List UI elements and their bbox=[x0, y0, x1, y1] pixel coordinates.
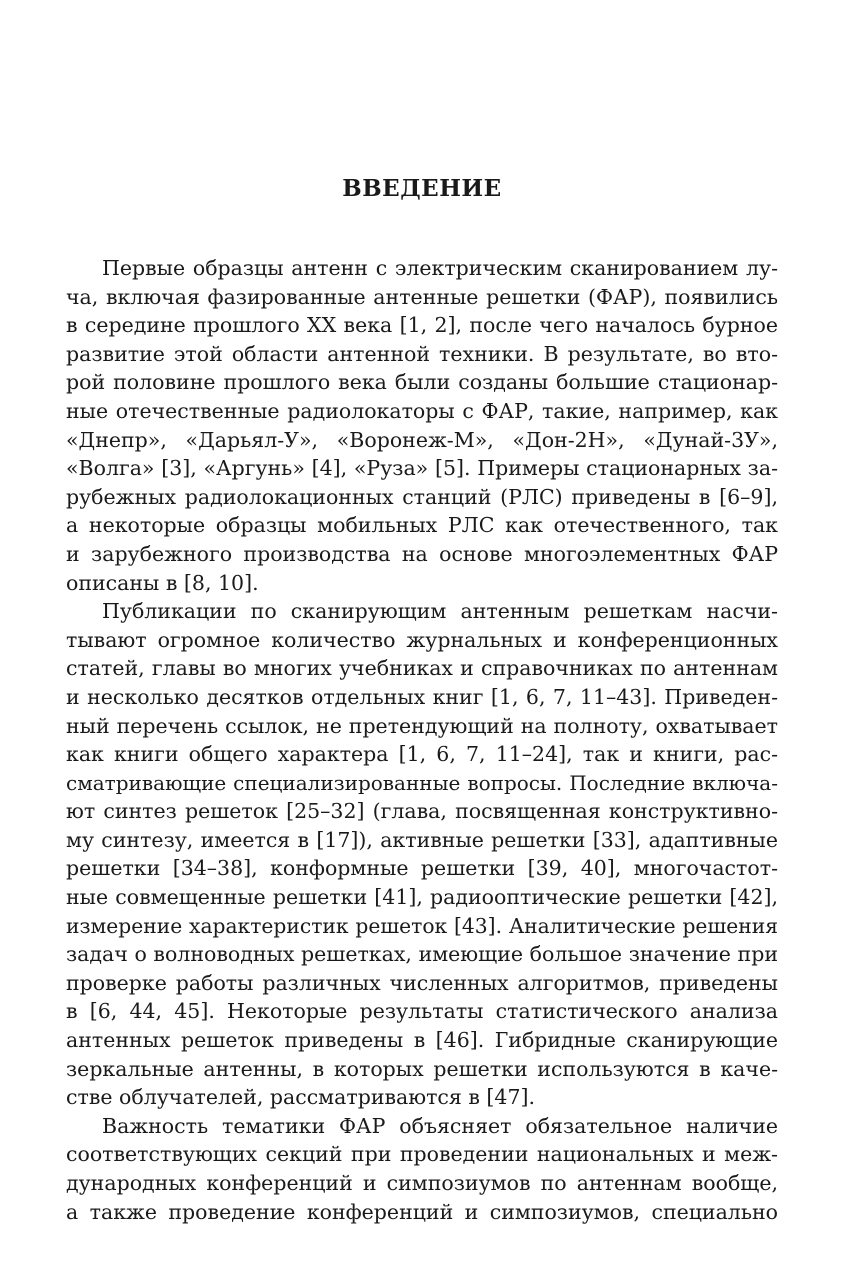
text-line: Первые образцы антенн с электрическим сканированием лу- bbox=[102, 256, 778, 280]
text-line: а также проведение конференций и симпозиумов, специально bbox=[66, 1199, 778, 1224]
text-line: ча, включая фазированные антенные решетки (ФАР), появились bbox=[66, 284, 778, 309]
text-line: антенных решеток приведены в [46]. Гибридные сканирующие bbox=[66, 1028, 778, 1053]
text-line: ные отечественные радиолокаторы с ФАР, такие, например, как bbox=[66, 398, 778, 423]
text-line: в середине прошлого XX века [1, 2], после чего началось бурное bbox=[66, 313, 778, 338]
text-line: Публикации по сканирующим антенным решеткам насчи- bbox=[102, 599, 778, 624]
text-line: как книги общего характера [1, 6, 7, 11–24], так и книги, рас- bbox=[66, 742, 778, 767]
text-line: тывают огромное количество журнальных и конференционных bbox=[66, 627, 778, 652]
text-line: и несколько десятков отдельных книг [1, 6, 7, 11–43]. Приведен- bbox=[66, 684, 778, 709]
text-line: ные совмещенные решетки [41], радиооптические решетки [42], bbox=[66, 885, 778, 910]
text-line: рубежных радиолокационных станций (РЛС) приведены в [6–9], bbox=[66, 484, 778, 509]
text-line: статей, главы во многих учебниках и справочниках по антеннам bbox=[66, 656, 778, 681]
text-line: дународных конференций и симпозиумов по антеннам вообще, bbox=[66, 1171, 778, 1195]
text-line: му синтезу, имеется в [17]), активные решетки [33], адаптивные bbox=[66, 827, 778, 852]
text-line: соответствующих секций при проведении национальных и меж- bbox=[66, 1142, 778, 1167]
text-line: стве облучателей, рассматриваются в [47]. bbox=[66, 1085, 536, 1110]
text-line: и зарубежного производства на основе многоэлементных ФАР bbox=[66, 541, 778, 566]
text-line: зеркальные антенны, в которых решетки используются в каче- bbox=[66, 1056, 778, 1081]
text-line: измерение характеристик решеток [43]. Аналитические решения bbox=[66, 913, 778, 938]
text-line: задач о волноводных решетках, имеющие большое значение при bbox=[66, 942, 778, 967]
text-line: Важность тематики ФАР объясняет обязательное наличие bbox=[102, 1113, 778, 1138]
text-line: «Днепр», «Дарьял-У», «Воронеж-М», «Дон-2Н», «Дунай-3У», bbox=[66, 427, 778, 452]
text-line: «Волга» [3], «Аргунь» [4], «Руза» [5]. Примеры стационарных за- bbox=[66, 456, 778, 481]
text-line: описаны в [8, 10]. bbox=[66, 570, 259, 595]
text-line: сматривающие специализированные вопросы. Последние включа- bbox=[66, 770, 778, 795]
document-page bbox=[66, 0, 778, 1269]
body-text bbox=[66, 254, 778, 1226]
text-line: ный перечень ссылок, не претендующий на полноту, охватывает bbox=[66, 713, 778, 738]
text-line: решетки [34–38], конформные решетки [39, 40], многочастот- bbox=[66, 856, 778, 881]
text-line: в [6, 44, 45]. Некоторые результаты статистического анализа bbox=[66, 999, 778, 1024]
paragraph bbox=[66, 597, 778, 1112]
paragraph bbox=[66, 254, 778, 597]
text-line: рой половине прошлого века были созданы большие стационар- bbox=[66, 370, 778, 395]
text-line: ют синтез решеток [25–32] (глава, посвященная конструктивно- bbox=[66, 799, 778, 824]
paragraph bbox=[66, 1112, 778, 1226]
chapter-heading: ВВЕДЕНИЕ bbox=[342, 175, 502, 202]
text-line: проверке работы различных численных алгоритмов, приведены bbox=[66, 970, 778, 995]
text-line: развитие этой области антенной техники. В результате, во вто- bbox=[66, 341, 778, 366]
text-line: а некоторые образцы мобильных РЛС как отечественного, так bbox=[66, 513, 778, 538]
